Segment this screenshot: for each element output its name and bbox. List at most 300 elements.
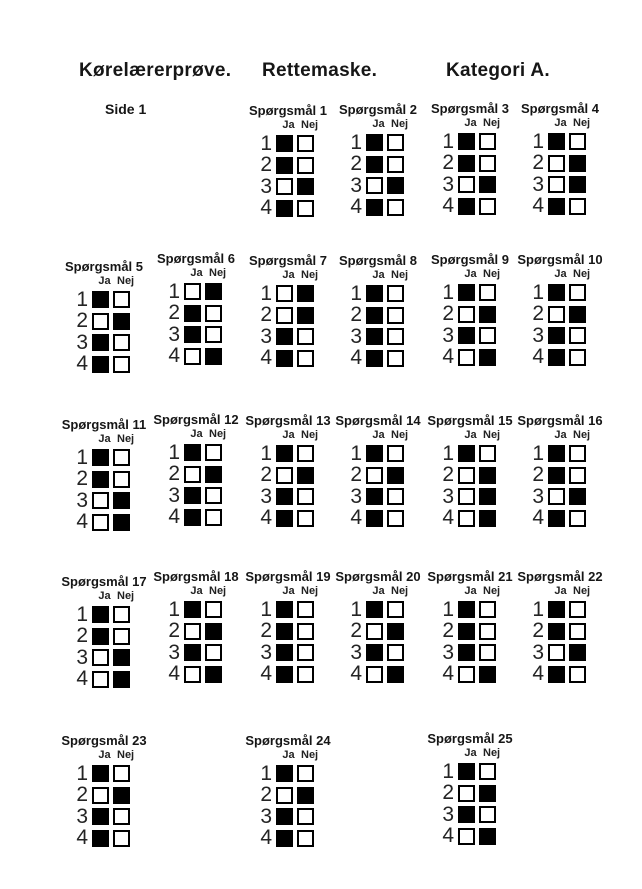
nej-checkbox[interactable] [297, 178, 314, 195]
nej-checkbox[interactable] [479, 327, 496, 344]
nej-checkbox[interactable] [387, 666, 404, 683]
ja-checkbox[interactable] [92, 313, 109, 330]
ja-checkbox[interactable] [184, 487, 201, 504]
question-block [148, 570, 244, 685]
nej-checkbox[interactable] [479, 284, 496, 301]
ja-checkbox[interactable] [276, 178, 293, 195]
nej-checkbox[interactable] [569, 445, 586, 462]
answer-row [56, 806, 152, 828]
nej-checkbox[interactable] [113, 606, 130, 623]
ja-checkbox[interactable] [458, 488, 475, 505]
answer-row [330, 348, 426, 370]
ja-checkbox[interactable] [458, 349, 475, 366]
question-block [240, 570, 336, 685]
nej-checkbox[interactable] [297, 623, 314, 640]
row-number: 1 [350, 130, 362, 154]
ja-checkbox[interactable] [458, 785, 475, 802]
nej-checkbox[interactable] [205, 444, 222, 461]
ja-checkbox[interactable] [92, 471, 109, 488]
nej-checkbox[interactable] [113, 449, 130, 466]
nej-checkbox[interactable] [205, 326, 222, 343]
answer-row [330, 664, 426, 686]
nej-checkbox[interactable] [387, 156, 404, 173]
ja-checkbox[interactable] [458, 133, 475, 150]
row-number: 4 [260, 662, 272, 686]
ja-checkbox[interactable] [92, 514, 109, 531]
nej-checkbox[interactable] [479, 133, 496, 150]
row-number: 1 [260, 597, 272, 621]
ja-checkbox[interactable] [458, 806, 475, 823]
ja-checkbox[interactable] [366, 328, 383, 345]
nej-checkbox[interactable] [297, 830, 314, 847]
answer-row [422, 153, 518, 175]
row-number: 4 [532, 194, 544, 218]
answer-row [148, 664, 244, 686]
nej-checkbox[interactable] [205, 509, 222, 526]
ja-checkbox[interactable] [548, 198, 565, 215]
question-title: Spørgsmål 6 [156, 251, 236, 266]
nej-checkbox[interactable] [479, 155, 496, 172]
nej-checkbox[interactable] [569, 284, 586, 301]
nej-checkbox[interactable] [205, 644, 222, 661]
nej-checkbox[interactable] [113, 291, 130, 308]
ja-checkbox[interactable] [276, 623, 293, 640]
nej-checkbox[interactable] [113, 787, 130, 804]
column-headers [280, 428, 336, 443]
nej-checkbox[interactable] [297, 510, 314, 527]
nej-column-label: Nej [573, 117, 591, 129]
nej-column-label: Nej [209, 267, 227, 279]
question-title: Spørgsmål 10 [517, 252, 603, 267]
ja-checkbox[interactable] [276, 787, 293, 804]
nej-checkbox[interactable] [387, 328, 404, 345]
column-headers [462, 116, 518, 131]
ja-checkbox[interactable] [366, 177, 383, 194]
column-headers [188, 427, 244, 442]
ja-checkbox[interactable] [276, 808, 293, 825]
row-number: 1 [168, 597, 180, 621]
ja-checkbox[interactable] [276, 830, 293, 847]
nej-checkbox[interactable] [479, 644, 496, 661]
nej-checkbox[interactable] [569, 176, 586, 193]
question-block [240, 104, 336, 219]
nej-checkbox[interactable] [387, 644, 404, 661]
doc-title-mask: Rettemaske. [262, 60, 378, 81]
answer-row [422, 508, 518, 530]
nej-checkbox[interactable] [297, 787, 314, 804]
nej-checkbox[interactable] [569, 510, 586, 527]
question-block [422, 414, 518, 529]
ja-checkbox[interactable] [276, 644, 293, 661]
ja-checkbox[interactable] [458, 644, 475, 661]
nej-checkbox[interactable] [479, 666, 496, 683]
question-block [512, 414, 608, 529]
nej-checkbox[interactable] [297, 666, 314, 683]
answer-row [240, 348, 336, 370]
answer-row [56, 469, 152, 491]
answer-row [512, 304, 608, 326]
nej-checkbox[interactable] [569, 644, 586, 661]
ja-checkbox[interactable] [458, 445, 475, 462]
ja-checkbox[interactable] [548, 623, 565, 640]
ja-checkbox[interactable] [366, 510, 383, 527]
nej-checkbox[interactable] [569, 666, 586, 683]
answer-row [422, 131, 518, 153]
ja-checkbox[interactable] [458, 601, 475, 618]
answer-row [330, 305, 426, 327]
nej-checkbox[interactable] [205, 487, 222, 504]
answer-row [240, 198, 336, 220]
nej-checkbox[interactable] [479, 623, 496, 640]
row-number: 1 [442, 759, 454, 783]
ja-checkbox[interactable] [548, 488, 565, 505]
row-number: 2 [168, 462, 180, 486]
answer-row [240, 763, 336, 785]
ja-checkbox[interactable] [548, 306, 565, 323]
ja-checkbox[interactable] [276, 765, 293, 782]
ja-checkbox[interactable] [276, 157, 293, 174]
nej-checkbox[interactable] [387, 623, 404, 640]
row-number: 3 [350, 173, 362, 197]
ja-checkbox[interactable] [92, 671, 109, 688]
row-number: 3 [532, 484, 544, 508]
nej-checkbox[interactable] [387, 134, 404, 151]
nej-checkbox[interactable] [297, 350, 314, 367]
answer-row [240, 465, 336, 487]
row-number: 3 [76, 645, 88, 669]
nej-checkbox[interactable] [479, 828, 496, 845]
row-number: 3 [76, 330, 88, 354]
nej-checkbox[interactable] [205, 283, 222, 300]
ja-checkbox[interactable] [366, 134, 383, 151]
nej-checkbox[interactable] [479, 306, 496, 323]
row-number: 3 [76, 804, 88, 828]
question-block [330, 414, 426, 529]
nej-checkbox[interactable] [479, 510, 496, 527]
nej-checkbox[interactable] [387, 467, 404, 484]
nej-checkbox[interactable] [297, 307, 314, 324]
ja-checkbox[interactable] [184, 348, 201, 365]
ja-checkbox[interactable] [276, 328, 293, 345]
row-number: 2 [260, 303, 272, 327]
question-block [422, 732, 518, 847]
nej-checkbox[interactable] [479, 763, 496, 780]
row-number: 3 [260, 324, 272, 348]
row-number: 3 [532, 172, 544, 196]
ja-checkbox[interactable] [184, 444, 201, 461]
ja-checkbox[interactable] [276, 445, 293, 462]
ja-checkbox[interactable] [92, 787, 109, 804]
row-number: 4 [442, 506, 454, 530]
ja-checkbox[interactable] [276, 488, 293, 505]
ja-checkbox[interactable] [184, 283, 201, 300]
column-headers [552, 428, 608, 443]
nej-checkbox[interactable] [205, 666, 222, 683]
nej-checkbox[interactable] [297, 467, 314, 484]
ja-checkbox[interactable] [458, 176, 475, 193]
nej-checkbox[interactable] [387, 307, 404, 324]
row-number: 4 [76, 826, 88, 850]
ja-checkbox[interactable] [276, 350, 293, 367]
nej-checkbox[interactable] [113, 765, 130, 782]
ja-column-label: Ja [372, 269, 385, 281]
ja-checkbox[interactable] [548, 133, 565, 150]
ja-checkbox[interactable] [184, 466, 201, 483]
ja-checkbox[interactable] [458, 666, 475, 683]
ja-checkbox[interactable] [458, 623, 475, 640]
ja-checkbox[interactable] [92, 356, 109, 373]
answer-row [422, 304, 518, 326]
nej-checkbox[interactable] [297, 285, 314, 302]
ja-checkbox[interactable] [92, 606, 109, 623]
nej-checkbox[interactable] [113, 808, 130, 825]
ja-checkbox[interactable] [548, 510, 565, 527]
nej-column-label: Nej [483, 429, 501, 441]
nej-checkbox[interactable] [569, 327, 586, 344]
row-number: 2 [76, 624, 88, 648]
ja-checkbox[interactable] [548, 467, 565, 484]
ja-checkbox[interactable] [366, 467, 383, 484]
nej-checkbox[interactable] [205, 601, 222, 618]
ja-checkbox[interactable] [548, 327, 565, 344]
ja-checkbox[interactable] [276, 285, 293, 302]
ja-checkbox[interactable] [548, 349, 565, 366]
ja-checkbox[interactable] [276, 601, 293, 618]
answer-row [422, 599, 518, 621]
ja-checkbox[interactable] [92, 628, 109, 645]
nej-checkbox[interactable] [113, 471, 130, 488]
nej-checkbox[interactable] [479, 467, 496, 484]
nej-checkbox[interactable] [387, 601, 404, 618]
nej-checkbox[interactable] [479, 445, 496, 462]
question-title: Spørgsmål 14 [335, 413, 421, 428]
nej-checkbox[interactable] [569, 601, 586, 618]
ja-column-label: Ja [464, 585, 477, 597]
answer-row [512, 486, 608, 508]
nej-checkbox[interactable] [479, 785, 496, 802]
nej-checkbox[interactable] [113, 356, 130, 373]
nej-checkbox[interactable] [205, 348, 222, 365]
ja-checkbox[interactable] [276, 200, 293, 217]
ja-checkbox[interactable] [458, 306, 475, 323]
ja-checkbox[interactable] [92, 649, 109, 666]
nej-column-label: Nej [391, 118, 409, 130]
nej-checkbox[interactable] [297, 808, 314, 825]
nej-checkbox[interactable] [297, 200, 314, 217]
row-number: 2 [350, 303, 362, 327]
question-block [240, 254, 336, 369]
row-number: 4 [532, 662, 544, 686]
question-block [56, 418, 152, 533]
ja-column-label: Ja [190, 585, 203, 597]
ja-checkbox[interactable] [548, 155, 565, 172]
nej-checkbox[interactable] [569, 155, 586, 172]
ja-checkbox[interactable] [92, 808, 109, 825]
row-number: 1 [442, 280, 454, 304]
ja-checkbox[interactable] [184, 623, 201, 640]
ja-checkbox[interactable] [366, 307, 383, 324]
row-number: 3 [532, 323, 544, 347]
nej-checkbox[interactable] [205, 466, 222, 483]
nej-checkbox[interactable] [297, 601, 314, 618]
ja-checkbox[interactable] [366, 488, 383, 505]
nej-checkbox[interactable] [479, 198, 496, 215]
nej-checkbox[interactable] [113, 671, 130, 688]
nej-column-label: Nej [483, 117, 501, 129]
answer-row [422, 642, 518, 664]
nej-checkbox[interactable] [113, 514, 130, 531]
row-number: 4 [442, 194, 454, 218]
nej-checkbox[interactable] [113, 334, 130, 351]
nej-checkbox[interactable] [569, 467, 586, 484]
nej-column-label: Nej [483, 585, 501, 597]
ja-checkbox[interactable] [458, 284, 475, 301]
ja-checkbox[interactable] [184, 509, 201, 526]
ja-column-label: Ja [464, 429, 477, 441]
nej-column-label: Nej [301, 749, 319, 761]
nej-checkbox[interactable] [479, 488, 496, 505]
nej-checkbox[interactable] [205, 305, 222, 322]
nej-checkbox[interactable] [297, 445, 314, 462]
nej-checkbox[interactable] [569, 306, 586, 323]
ja-checkbox[interactable] [92, 291, 109, 308]
nej-checkbox[interactable] [387, 510, 404, 527]
nej-checkbox[interactable] [297, 488, 314, 505]
row-number: 4 [442, 345, 454, 369]
ja-checkbox[interactable] [92, 334, 109, 351]
ja-checkbox[interactable] [276, 307, 293, 324]
ja-checkbox[interactable] [92, 492, 109, 509]
row-number: 2 [442, 781, 454, 805]
nej-column-label: Nej [301, 119, 319, 131]
row-number: 3 [442, 802, 454, 826]
ja-checkbox[interactable] [548, 666, 565, 683]
nej-checkbox[interactable] [113, 649, 130, 666]
row-number: 3 [442, 323, 454, 347]
row-number: 3 [76, 488, 88, 512]
nej-checkbox[interactable] [113, 628, 130, 645]
nej-checkbox[interactable] [479, 176, 496, 193]
answer-row [148, 599, 244, 621]
nej-checkbox[interactable] [297, 644, 314, 661]
nej-checkbox[interactable] [113, 492, 130, 509]
nej-checkbox[interactable] [297, 135, 314, 152]
answer-row [512, 347, 608, 369]
answer-row [422, 664, 518, 686]
ja-checkbox[interactable] [366, 644, 383, 661]
ja-checkbox[interactable] [92, 449, 109, 466]
nej-checkbox[interactable] [569, 349, 586, 366]
ja-checkbox[interactable] [458, 510, 475, 527]
ja-checkbox[interactable] [458, 828, 475, 845]
answer-row [56, 311, 152, 333]
ja-checkbox[interactable] [366, 623, 383, 640]
ja-checkbox[interactable] [276, 467, 293, 484]
ja-checkbox[interactable] [366, 666, 383, 683]
ja-checkbox[interactable] [184, 601, 201, 618]
ja-checkbox[interactable] [366, 156, 383, 173]
ja-checkbox[interactable] [458, 763, 475, 780]
nej-checkbox[interactable] [113, 830, 130, 847]
question-block [56, 575, 152, 690]
nej-checkbox[interactable] [387, 350, 404, 367]
answer-row [330, 621, 426, 643]
ja-checkbox[interactable] [548, 644, 565, 661]
ja-checkbox[interactable] [366, 601, 383, 618]
answer-row [240, 283, 336, 305]
nej-checkbox[interactable] [569, 488, 586, 505]
ja-checkbox[interactable] [548, 284, 565, 301]
answer-row [240, 326, 336, 348]
nej-checkbox[interactable] [297, 328, 314, 345]
row-number: 3 [260, 804, 272, 828]
row-number: 3 [260, 484, 272, 508]
answer-row [148, 303, 244, 325]
ja-checkbox[interactable] [366, 350, 383, 367]
row-number: 3 [350, 324, 362, 348]
ja-checkbox[interactable] [92, 765, 109, 782]
ja-checkbox[interactable] [366, 199, 383, 216]
ja-checkbox[interactable] [92, 830, 109, 847]
nej-checkbox[interactable] [297, 157, 314, 174]
answer-row [422, 826, 518, 848]
ja-checkbox[interactable] [366, 445, 383, 462]
nej-checkbox[interactable] [113, 313, 130, 330]
nej-checkbox[interactable] [569, 198, 586, 215]
nej-checkbox[interactable] [479, 349, 496, 366]
column-headers [370, 428, 426, 443]
ja-checkbox[interactable] [458, 467, 475, 484]
answer-row [422, 465, 518, 487]
nej-checkbox[interactable] [297, 765, 314, 782]
nej-checkbox[interactable] [569, 133, 586, 150]
row-number: 2 [76, 467, 88, 491]
ja-column-label: Ja [98, 433, 111, 445]
ja-checkbox[interactable] [548, 445, 565, 462]
ja-column-label: Ja [282, 269, 295, 281]
nej-checkbox[interactable] [479, 601, 496, 618]
ja-checkbox[interactable] [458, 198, 475, 215]
ja-checkbox[interactable] [366, 285, 383, 302]
ja-checkbox[interactable] [184, 305, 201, 322]
answer-row [56, 354, 152, 376]
nej-checkbox[interactable] [387, 488, 404, 505]
ja-checkbox[interactable] [276, 135, 293, 152]
ja-checkbox[interactable] [184, 644, 201, 661]
ja-checkbox[interactable] [184, 326, 201, 343]
nej-checkbox[interactable] [205, 623, 222, 640]
nej-checkbox[interactable] [387, 445, 404, 462]
ja-checkbox[interactable] [458, 327, 475, 344]
nej-checkbox[interactable] [387, 199, 404, 216]
ja-checkbox[interactable] [548, 601, 565, 618]
ja-checkbox[interactable] [548, 176, 565, 193]
ja-checkbox[interactable] [276, 510, 293, 527]
nej-checkbox[interactable] [387, 177, 404, 194]
ja-checkbox[interactable] [184, 666, 201, 683]
nej-checkbox[interactable] [479, 806, 496, 823]
ja-checkbox[interactable] [276, 666, 293, 683]
nej-checkbox[interactable] [387, 285, 404, 302]
ja-checkbox[interactable] [458, 155, 475, 172]
row-number: 3 [168, 640, 180, 664]
nej-checkbox[interactable] [569, 623, 586, 640]
answer-row [240, 621, 336, 643]
question-title: Spørgsmål 11 [61, 417, 147, 432]
answer-row [512, 621, 608, 643]
question-block [422, 102, 518, 217]
answer-row [56, 289, 152, 311]
